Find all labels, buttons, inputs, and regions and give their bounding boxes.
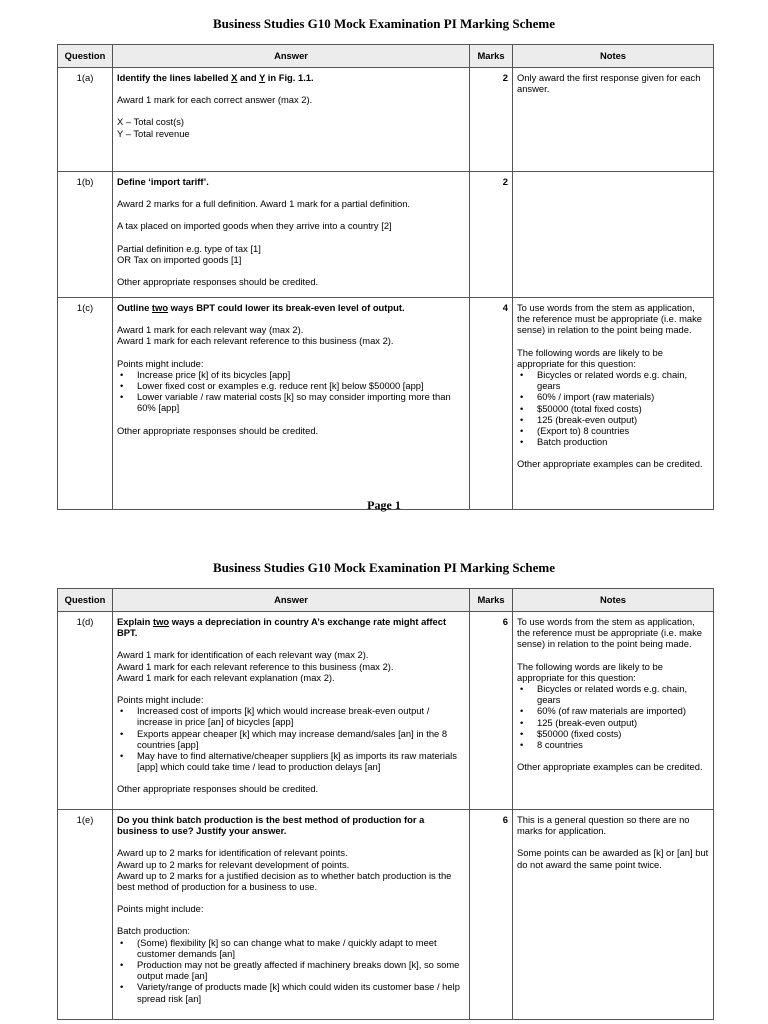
- other-responses-text: Other appropriate responses should be credited.: [117, 424, 319, 436]
- col-question-header: Question: [58, 45, 113, 68]
- list-item: • 125 (break-even output): [537, 717, 709, 728]
- col-notes-header: Notes: [513, 589, 714, 612]
- notes-text: Some points can be awarded as [k] or [an] but do not award the same point twice.: [517, 847, 709, 870]
- full-definition: A tax placed on imported goods when they arrive into a country [2]: [117, 220, 392, 232]
- page-title: Business Studies G10 Mock Examination PI Marking Scheme: [212, 560, 555, 575]
- notes-text: Only award the first response given for each answer.: [517, 72, 701, 95]
- table-header-row: [58, 589, 714, 612]
- points-list: [117, 369, 465, 414]
- table-header-row: [58, 45, 714, 68]
- col-marks-header: Marks: [470, 589, 513, 612]
- award-text: Award 1 mark for each relevant way (max 2).: [117, 324, 304, 336]
- list-item: • (Export to) 8 countries: [537, 425, 709, 436]
- list-item: • Lower fixed cost or examples e.g. reduce rent [k] below $50000 [app]: [137, 380, 465, 391]
- points-list: [117, 705, 465, 772]
- answer-cell: [113, 612, 470, 810]
- list-item: • $50000 (total fixed costs): [537, 403, 709, 414]
- notes-cell: [513, 612, 714, 810]
- partial-definition: Partial definition e.g. type of tax [1]: [117, 242, 261, 254]
- marking-table-2: [57, 588, 714, 1020]
- question-number: 1(a): [58, 68, 113, 172]
- question-text: Do you think batch production is the best method of production for a business to use? Justify your answer.: [117, 814, 425, 837]
- award-text: Award 1 mark for each correct answer (max 2).: [117, 94, 313, 106]
- list-item: • (Some) flexibility [k] so can change what to make / quickly adapt to meet customer demands [an]: [137, 937, 465, 959]
- list-item: • Exports appear cheaper [k] which may increase demand/sales [an] in the 8 countries [app]: [137, 728, 465, 750]
- marking-table-1: [57, 44, 714, 510]
- table-row-1a: [58, 68, 714, 172]
- list-item: • Bicycles or related words e.g. chain, gears: [537, 369, 709, 391]
- marks-value: 4: [470, 298, 513, 510]
- batch-label: Batch production:: [117, 925, 190, 937]
- question-text: Define ‘import tariff’.: [117, 176, 209, 187]
- list-item: • 125 (break-even output): [537, 414, 709, 425]
- other-responses-text: Other appropriate responses should be credited.: [117, 783, 319, 795]
- question-text: Outline two ways BPT could lower its break-even level of output.: [117, 302, 405, 313]
- list-item: • Production may not be greatly affected if machinery breaks down [k], so some output made [an]: [137, 959, 465, 981]
- list-item: • $50000 (fixed costs): [537, 728, 709, 739]
- marks-value: 6: [470, 810, 513, 1020]
- list-item: • Increased cost of imports [k] which would increase break-even output / increase in price [an] of bicycles [app]: [137, 705, 465, 727]
- answer-cell: [113, 298, 470, 510]
- points-label: Points might include:: [117, 903, 204, 915]
- award-text: Award up to 2 marks for a justified decision as to whether batch production is the best method of production for a business to use.: [117, 869, 452, 893]
- list-item: • Lower variable / raw material costs [k] so may consider importing more than 60% [app]: [137, 391, 465, 413]
- notes-cell: [513, 298, 714, 510]
- table-row-1c: [58, 298, 714, 510]
- points-label: Points might include:: [117, 357, 204, 369]
- answer-cell: [113, 810, 470, 1020]
- question-number: 1(d): [58, 612, 113, 810]
- notes-intro: To use words from the stem as application, the reference must be appropriate (i.e. make sense) in relation to the point being made.: [517, 302, 702, 336]
- page-title: Business Studies G10 Mock Examination PI Marking Scheme: [212, 16, 555, 31]
- points-label: Points might include:: [117, 694, 204, 706]
- award-text: Award 1 mark for each relevant reference to this business (max 2).: [117, 660, 394, 672]
- marks-value: 6: [470, 612, 513, 810]
- question-number: 1(e): [58, 810, 113, 1020]
- award-text: Award up to 2 marks for relevant development of points.: [117, 858, 350, 870]
- page-2: [0, 552, 768, 1024]
- award-text: Award 1 mark for each relevant reference to this business (max 2).: [117, 335, 394, 347]
- list-item: • 60% / import (raw materials): [537, 391, 709, 402]
- question-number: 1(c): [58, 298, 113, 510]
- points-list: [117, 937, 465, 1004]
- notes-cell: [513, 68, 714, 172]
- table-row-1e: [58, 810, 714, 1020]
- question-text: Identify the lines labelled X and Y in Fig. 1.1.: [117, 72, 314, 83]
- page-number: Page 1: [367, 498, 401, 512]
- other-responses-text: Other appropriate responses should be credited.: [117, 276, 319, 288]
- award-text: Award 1 mark for each relevant explanation (max 2).: [117, 671, 335, 683]
- col-answer-header: Answer: [113, 589, 470, 612]
- answer-cell: [113, 68, 470, 172]
- partial-definition-alt: OR Tax on imported goods [1]: [117, 253, 242, 265]
- notes-text: This is a general question so there are no marks for application.: [517, 814, 690, 837]
- award-text: Award 2 marks for a full definition. Award 1 mark for a partial definition.: [117, 198, 411, 210]
- list-item: • 60% (of raw materials are imported): [537, 705, 709, 716]
- notes-words-list: [517, 683, 709, 750]
- table-row-1d: [58, 612, 714, 810]
- list-item: • Increase price [k] of its bicycles [app]: [137, 369, 465, 380]
- notes-cell: [513, 172, 714, 298]
- list-item: • Batch production: [537, 436, 709, 447]
- notes-other: Other appropriate examples can be credited.: [517, 458, 703, 470]
- question-number: 1(b): [58, 172, 113, 298]
- list-item: • May have to find alternative/cheaper suppliers [k] as imports its raw materials [app] which could take time / lead to production delays [an]: [137, 750, 465, 772]
- marks-value: 2: [470, 68, 513, 172]
- notes-words-label: The following words are likely to be appropriate for this question:: [517, 660, 663, 683]
- col-notes-header: Notes: [513, 45, 714, 68]
- answer-cell: [113, 172, 470, 298]
- notes-words-label: The following words are likely to be appropriate for this question:: [517, 346, 663, 369]
- answer-y: Y – Total revenue: [117, 127, 190, 139]
- list-item: • 8 countries: [537, 739, 709, 750]
- marks-value: 2: [470, 172, 513, 298]
- table-row-1b: [58, 172, 714, 298]
- answer-x: X – Total cost(s): [117, 116, 185, 128]
- col-question-header: Question: [58, 589, 113, 612]
- notes-cell: [513, 810, 714, 1020]
- list-item: • Variety/range of products made [k] which could widen its customer base / help spread risk [an]: [137, 981, 465, 1003]
- col-marks-header: Marks: [470, 45, 513, 68]
- list-item: • Bicycles or related words e.g. chain, gears: [537, 683, 709, 705]
- notes-other: Other appropriate examples can be credited.: [517, 761, 703, 773]
- award-text: Award 1 mark for identification of each relevant way (max 2).: [117, 649, 369, 661]
- question-text: Explain two ways a depreciation in country A’s exchange rate might affect BPT.: [117, 616, 447, 639]
- notes-intro: To use words from the stem as application, the reference must be appropriate (i.e. make sense) in relation to the point being made.: [517, 616, 702, 650]
- notes-words-list: [517, 369, 709, 447]
- col-answer-header: Answer: [113, 45, 470, 68]
- award-text: Award up to 2 marks for identification of relevant points.: [117, 847, 348, 859]
